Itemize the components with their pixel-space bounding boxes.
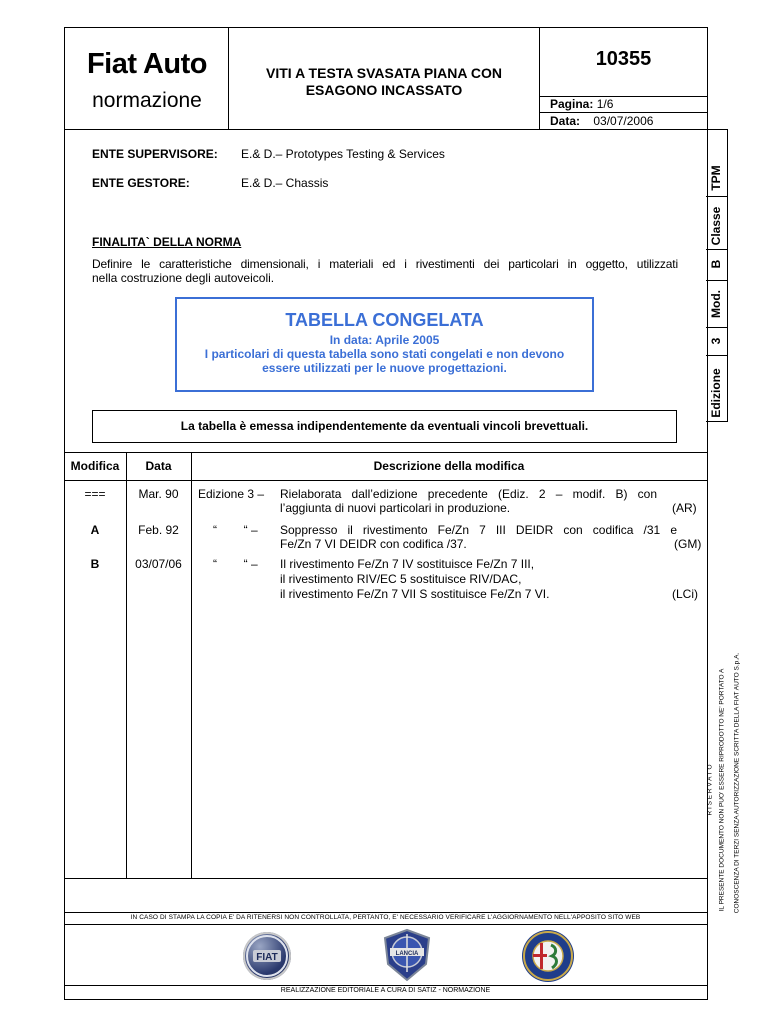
side-tab-line-2	[706, 249, 727, 250]
row-description-line2: l’aggiunta di nuovi particolari in produzione.	[280, 501, 511, 515]
document-title-line1: VITI A TESTA SVASATA PIANA CON	[266, 65, 502, 81]
svg-text:LANCIA: LANCIA	[395, 951, 419, 957]
page-value: 1/6	[596, 97, 614, 111]
row-description-line2: il rivestimento RIV/EC 5 sostituisce RIV/DAC,	[280, 572, 522, 586]
side-tab-line-4	[706, 327, 727, 328]
riservato-label: R I S E R V A T O	[706, 764, 714, 816]
side-tab-line-5	[706, 355, 727, 356]
row-description-line3: il rivestimento Fe/Zn 7 VII S sostituisce Fe/Zn 7 VI.	[280, 587, 550, 601]
row-modifica: A	[90, 523, 100, 537]
document-title	[232, 65, 536, 99]
header-divider-1	[228, 27, 229, 129]
table-col-line-1	[126, 452, 127, 878]
table-bottom-line	[64, 878, 707, 879]
lancia-logo	[382, 928, 432, 982]
date-field	[550, 114, 653, 128]
alfa-romeo-logo-icon	[522, 930, 574, 982]
finalita-line1: Definire le caratteristiche dimensionali, i materiali ed i rivestimenti dei particolari in oggetto, utilizzati	[92, 257, 678, 271]
alfa-romeo-logo	[522, 930, 574, 982]
row-prefix: Edizione 3 –	[198, 487, 265, 501]
row-prefix: “ “ –	[213, 523, 258, 537]
frozen-line2: I particolari di questa tabella sono stati congelati e non devono	[204, 347, 565, 361]
row-modifica: ===	[84, 487, 106, 501]
date-row-line	[539, 112, 707, 113]
fiat-logo-icon	[243, 932, 291, 980]
row-description-line1: Soppresso il rivestimento Fe/Zn 7 III DEIDR con codifica /31 e	[280, 523, 677, 537]
reserved-notice-line1: IL PRESENTE DOCUMENTO NON PUO' ESSERE RIPRODOTTO NE' PORTATO A	[718, 668, 726, 912]
table-col-line-2	[191, 452, 192, 878]
lancia-logo-icon	[382, 928, 432, 982]
svg-text:FIAT: FIAT	[256, 952, 278, 963]
frozen-date: In data: Aprile 2005	[329, 333, 440, 347]
fiat-logo	[243, 932, 291, 980]
frozen-notice-box	[175, 297, 594, 392]
page-field	[550, 97, 613, 111]
footer-line-2	[64, 924, 707, 925]
side-tab-line-1	[706, 196, 727, 197]
gestore-label: ENTE GESTORE:	[92, 176, 190, 190]
patent-notice-box: La tabella è emessa indipendentemente da eventuali vincoli brevettuali.	[92, 410, 677, 443]
row-data: Mar. 90	[138, 487, 179, 501]
row-description-line1: Rielaborata dall’edizione precedente (Ediz. 2 – modif. B) con	[280, 487, 657, 501]
document-number: 10355	[595, 48, 652, 70]
row-prefix: “ “ –	[213, 557, 258, 571]
document-title-line2: ESAGONO INCASSATO	[305, 82, 463, 98]
page-label: Pagina:	[550, 97, 594, 111]
tab-mod: Mod.	[709, 290, 723, 318]
row-data: 03/07/06	[135, 557, 182, 571]
col-header-descrizione: Descrizione della modifica	[373, 459, 525, 473]
tab-edizione: Edizione	[709, 368, 723, 418]
row-modifica: B	[90, 557, 100, 571]
date-label: Data:	[550, 114, 581, 128]
row-data: Feb. 92	[138, 523, 179, 537]
table-top-line	[64, 452, 707, 453]
side-tab-line-3	[706, 280, 727, 281]
row-description-line2: Fe/Zn 7 VI DEIDR con codifica /37.	[280, 537, 467, 551]
tab-mod-value: 3	[709, 337, 723, 345]
supervisore-label: ENTE SUPERVISORE:	[92, 147, 218, 161]
print-notice: IN CASO DI STAMPA LA COPIA E' DA RITENERSI NON CONTROLLATA, PERTANTO, E' NECESSARIO VERIFICARE L'AGGIORNAMENTO NELL'APPOSITO SITO WEB	[130, 914, 641, 921]
frozen-line3: essere utilizzati per le nuove progettazioni.	[262, 361, 507, 375]
finalita-line2: nella costruzione degli autoveicoli.	[92, 271, 275, 285]
table-header-line	[64, 480, 707, 481]
finalita-text	[92, 257, 678, 285]
tab-tpm: TPM	[709, 165, 723, 191]
supervisore-value: E.& D.– Prototypes Testing & Services	[241, 147, 445, 161]
date-value: 03/07/2006	[593, 114, 654, 128]
header-bottom-line	[64, 129, 708, 130]
gestore-value: E.& D.– Chassis	[241, 176, 329, 190]
row-author: (LCi)	[672, 587, 698, 601]
row-description-line1: Il rivestimento Fe/Zn 7 IV sostituisce Fe/Zn 7 III,	[280, 557, 535, 571]
finalita-heading: FINALITA` DELLA NORMA	[92, 235, 242, 249]
editorial-notice: REALIZZAZIONE EDITORIALE A CURA DI SATIZ - NORMAZIONE	[280, 987, 491, 994]
reserved-notice-line2: CONOSCENZA DI TERZI SENZA AUTORIZZAZIONE SCRITTA DELLA FIAT AUTO S.p.A.	[733, 652, 741, 914]
col-header-modifica: Modifica	[70, 459, 120, 473]
tab-classe: Classe	[709, 206, 723, 246]
header-divider-2	[539, 27, 540, 129]
frozen-title: TABELLA CONGELATA	[285, 310, 484, 330]
footer-line-3	[64, 985, 707, 986]
brand-subtitle: normazione	[92, 89, 202, 112]
brand-logo: Fiat Auto	[86, 48, 208, 80]
row-author: (AR)	[672, 501, 697, 515]
col-header-data: Data	[145, 459, 172, 473]
tab-classe-value: B	[709, 259, 723, 269]
row-author: (GM)	[674, 537, 702, 551]
